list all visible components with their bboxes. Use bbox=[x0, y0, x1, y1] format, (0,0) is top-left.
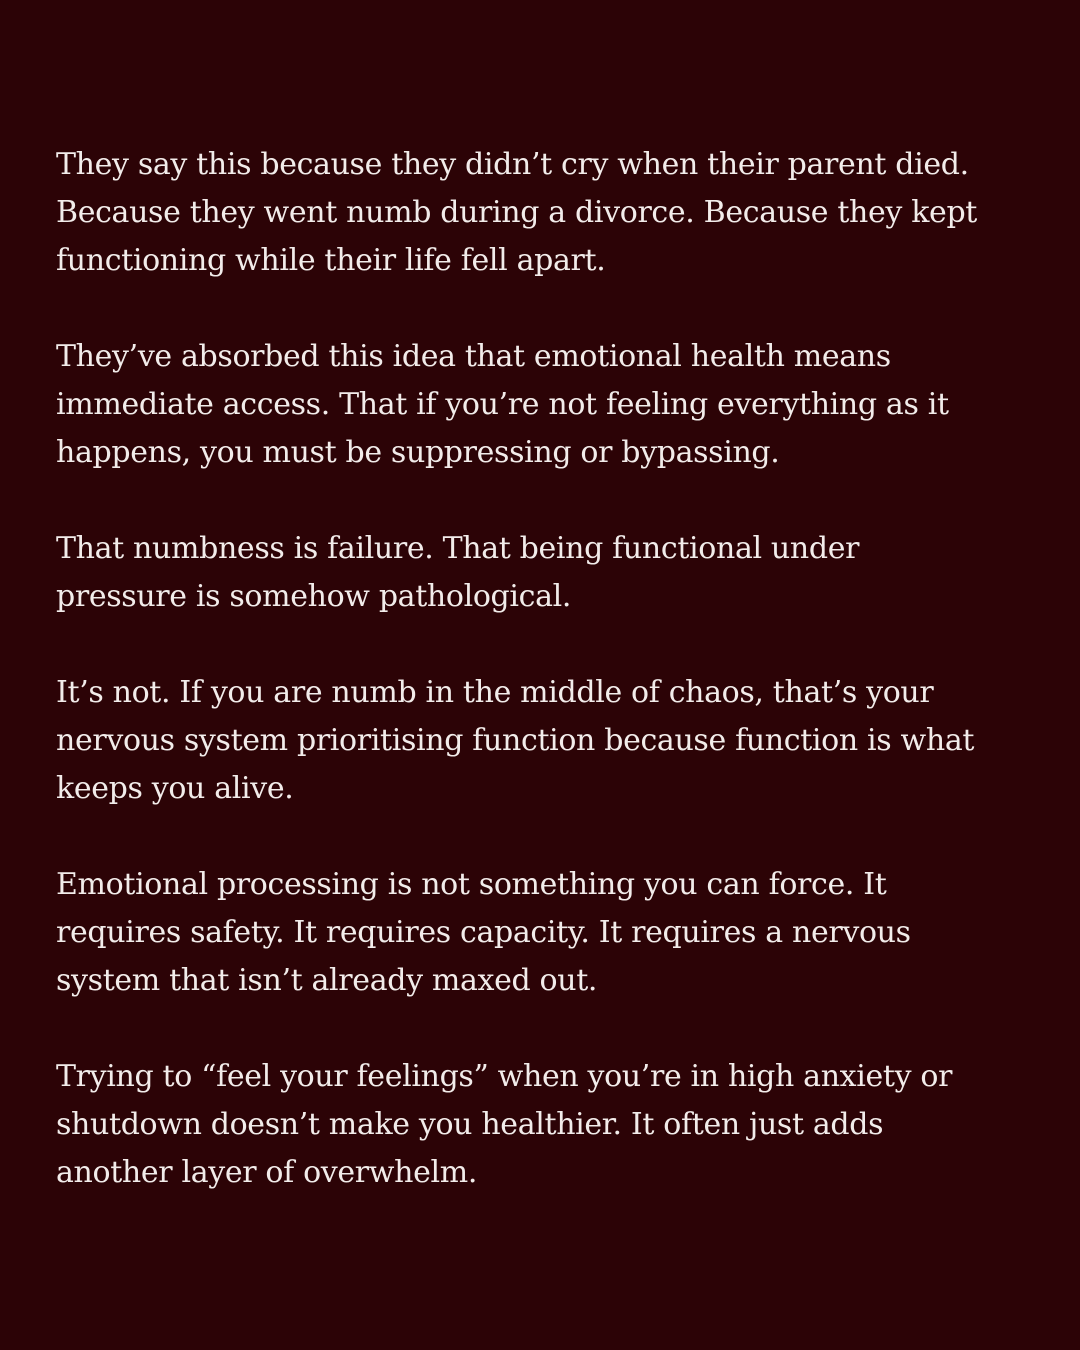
post-body bbox=[56, 141, 1040, 1197]
paragraph-6: Trying to “feel your feelings” when you’re in high anxiety or shutdown doesn’t make you healthier. It often just adds another layer of overwhelm. bbox=[56, 1059, 953, 1190]
paragraph-5: Emotional processing is not something you can force. It requires safety. It requires capacity. It requires a nervous system that isn’t already maxed out. bbox=[56, 867, 911, 998]
paragraph-2: They’ve absorbed this idea that emotional health means immediate access. That if you’re not feeling everything as it happens, you must be suppressing or bypassing. bbox=[56, 339, 949, 470]
paragraph-4: It’s not. If you are numb in the middle of chaos, that’s your nervous system prioritising function because function is what keeps you alive. bbox=[56, 675, 975, 806]
paragraph-1: They say this because they didn’t cry when their parent died. Because they went numb during a divorce. Because they kept functioning while their life fell apart. bbox=[56, 147, 978, 278]
paragraph-3: That numbness is failure. That being functional under pressure is somehow pathological. bbox=[56, 531, 860, 614]
